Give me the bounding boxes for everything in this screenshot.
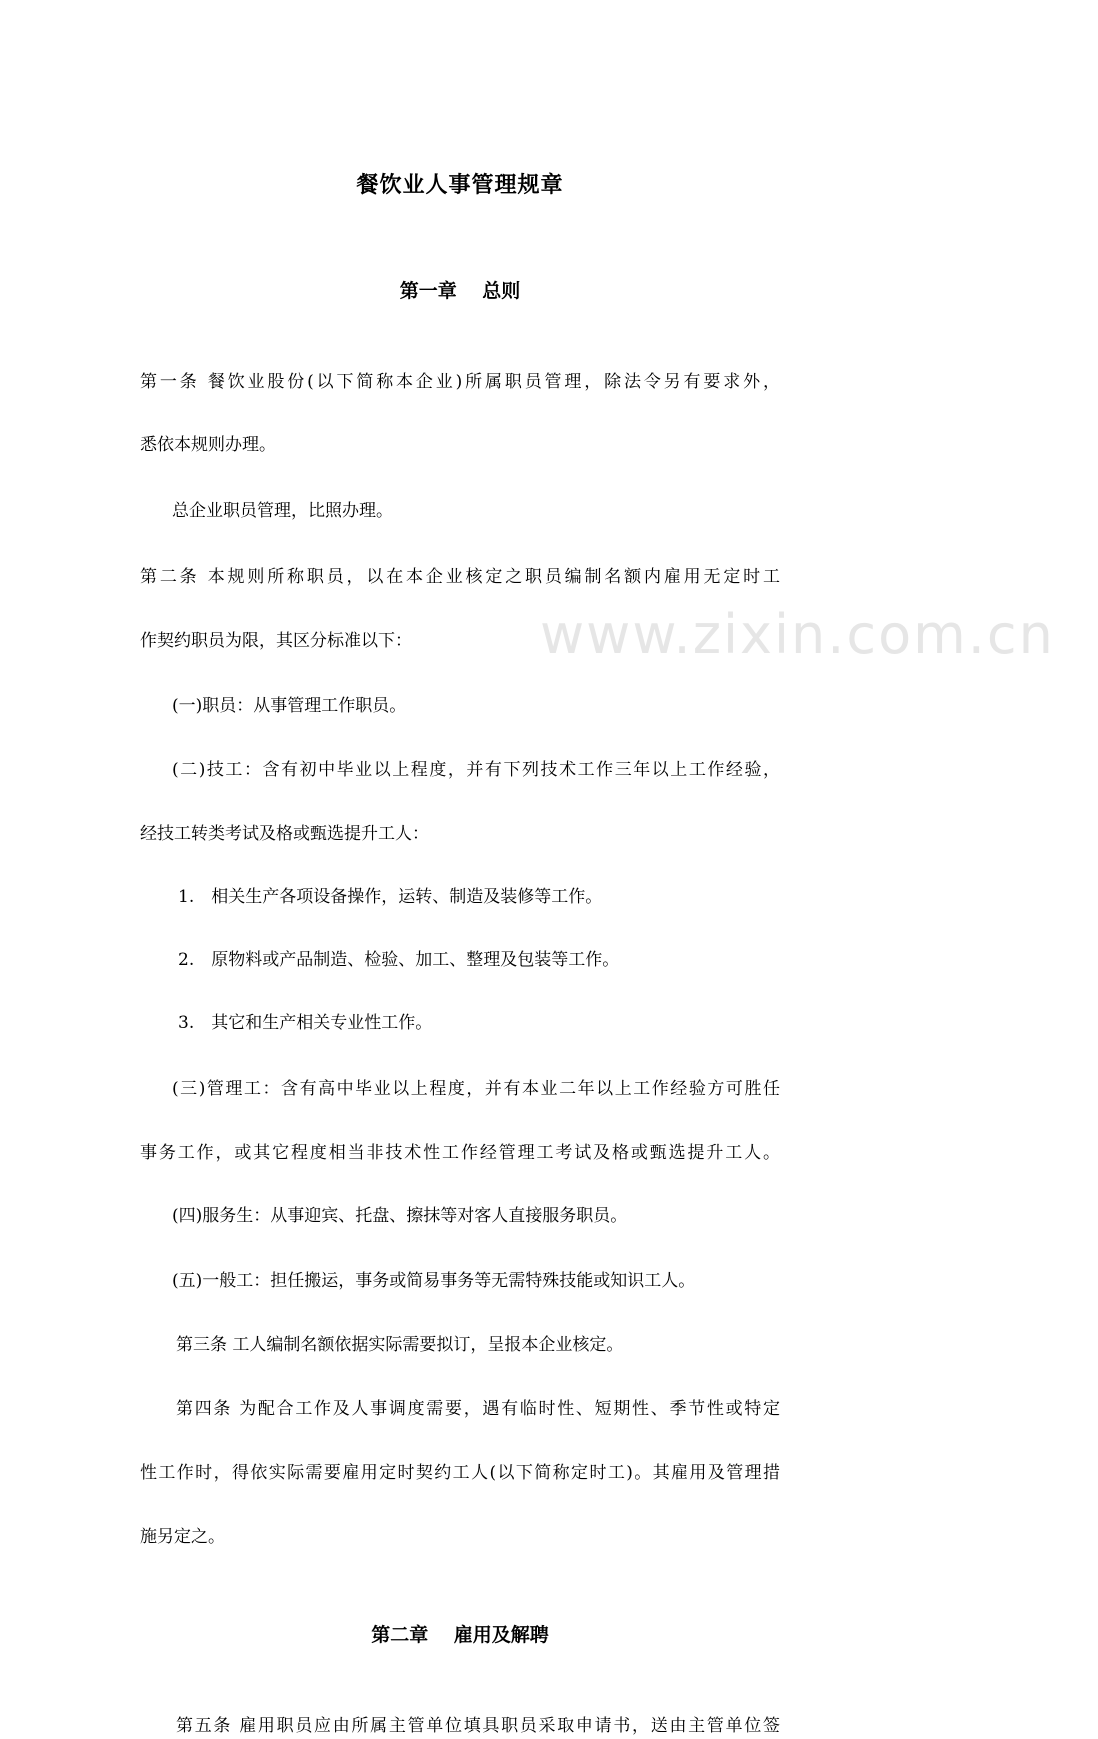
list-item-line: (四)服务生：从事迎宾、托盘、擦抹等对客人直接服务职员。 <box>172 1206 628 1226</box>
paragraph-line: 第二条 本规则所称职员，以在本企业核定之职员编制名额内雇用无定时工 <box>140 567 780 587</box>
list-item-line: (一)职员：从事管理工作职员。 <box>172 696 407 716</box>
paragraph-line: 施另定之。 <box>140 1527 225 1547</box>
list-item-line: (三)管理工：含有高中毕业以上程度，并有本业二年以上工作经验方可胜任 <box>172 1079 780 1099</box>
list-item-line: 事务工作，或其它程度相当非技术性工作经管理工考试及格或甄选提升工人。 <box>140 1143 780 1163</box>
paragraph-line: 作契约职员为限，其区分标准以下： <box>140 631 412 651</box>
paragraph-line: 第一条 餐饮业股份(以下简称本企业)所属职员管理，除法令另有要求外， <box>140 372 780 392</box>
chapter-heading-1: 第一章 总则 <box>399 280 521 302</box>
chapter-heading-2: 第二章 雇用及解聘 <box>371 1624 549 1646</box>
numbered-item: 2. 原物料或产品制造、检验、加工、整理及包装等工作。 <box>178 950 620 970</box>
paragraph-line: 悉依本规则办理。 <box>140 435 276 455</box>
paragraph-line: 第三条 工人编制名额依据实际需要拟订，呈报本企业核定。 <box>176 1335 624 1355</box>
watermark: www.zixin.com.cn <box>540 603 1055 666</box>
list-item-line: 经技工转类考试及格或甄选提升工人： <box>140 824 429 844</box>
paragraph-line: 总企业职员管理，比照办理。 <box>172 501 393 521</box>
paragraph-line: 性工作时，得依实际需要雇用定时契约工人(以下简称定时工)。其雇用及管理措 <box>140 1463 780 1483</box>
paragraph-line: 第四条 为配合工作及人事调度需要，遇有临时性、短期性、季节性或特定 <box>176 1399 780 1419</box>
list-item-line: (二)技工：含有初中毕业以上程度，并有下列技术工作三年以上工作经验， <box>172 760 780 780</box>
numbered-item: 3. 其它和生产相关专业性工作。 <box>178 1013 433 1033</box>
paragraph-line: 第五条 雇用职员应由所属主管单位填具职员采取申请书，送由主管单位签 <box>176 1716 780 1736</box>
list-item-line: (五)一般工：担任搬运，事务或简易事务等无需特殊技能或知识工人。 <box>172 1271 696 1291</box>
numbered-item: 1. 相关生产各项设备操作，运转、制造及装修等工作。 <box>178 887 603 907</box>
document-title: 餐饮业人事管理规章 <box>356 173 564 198</box>
